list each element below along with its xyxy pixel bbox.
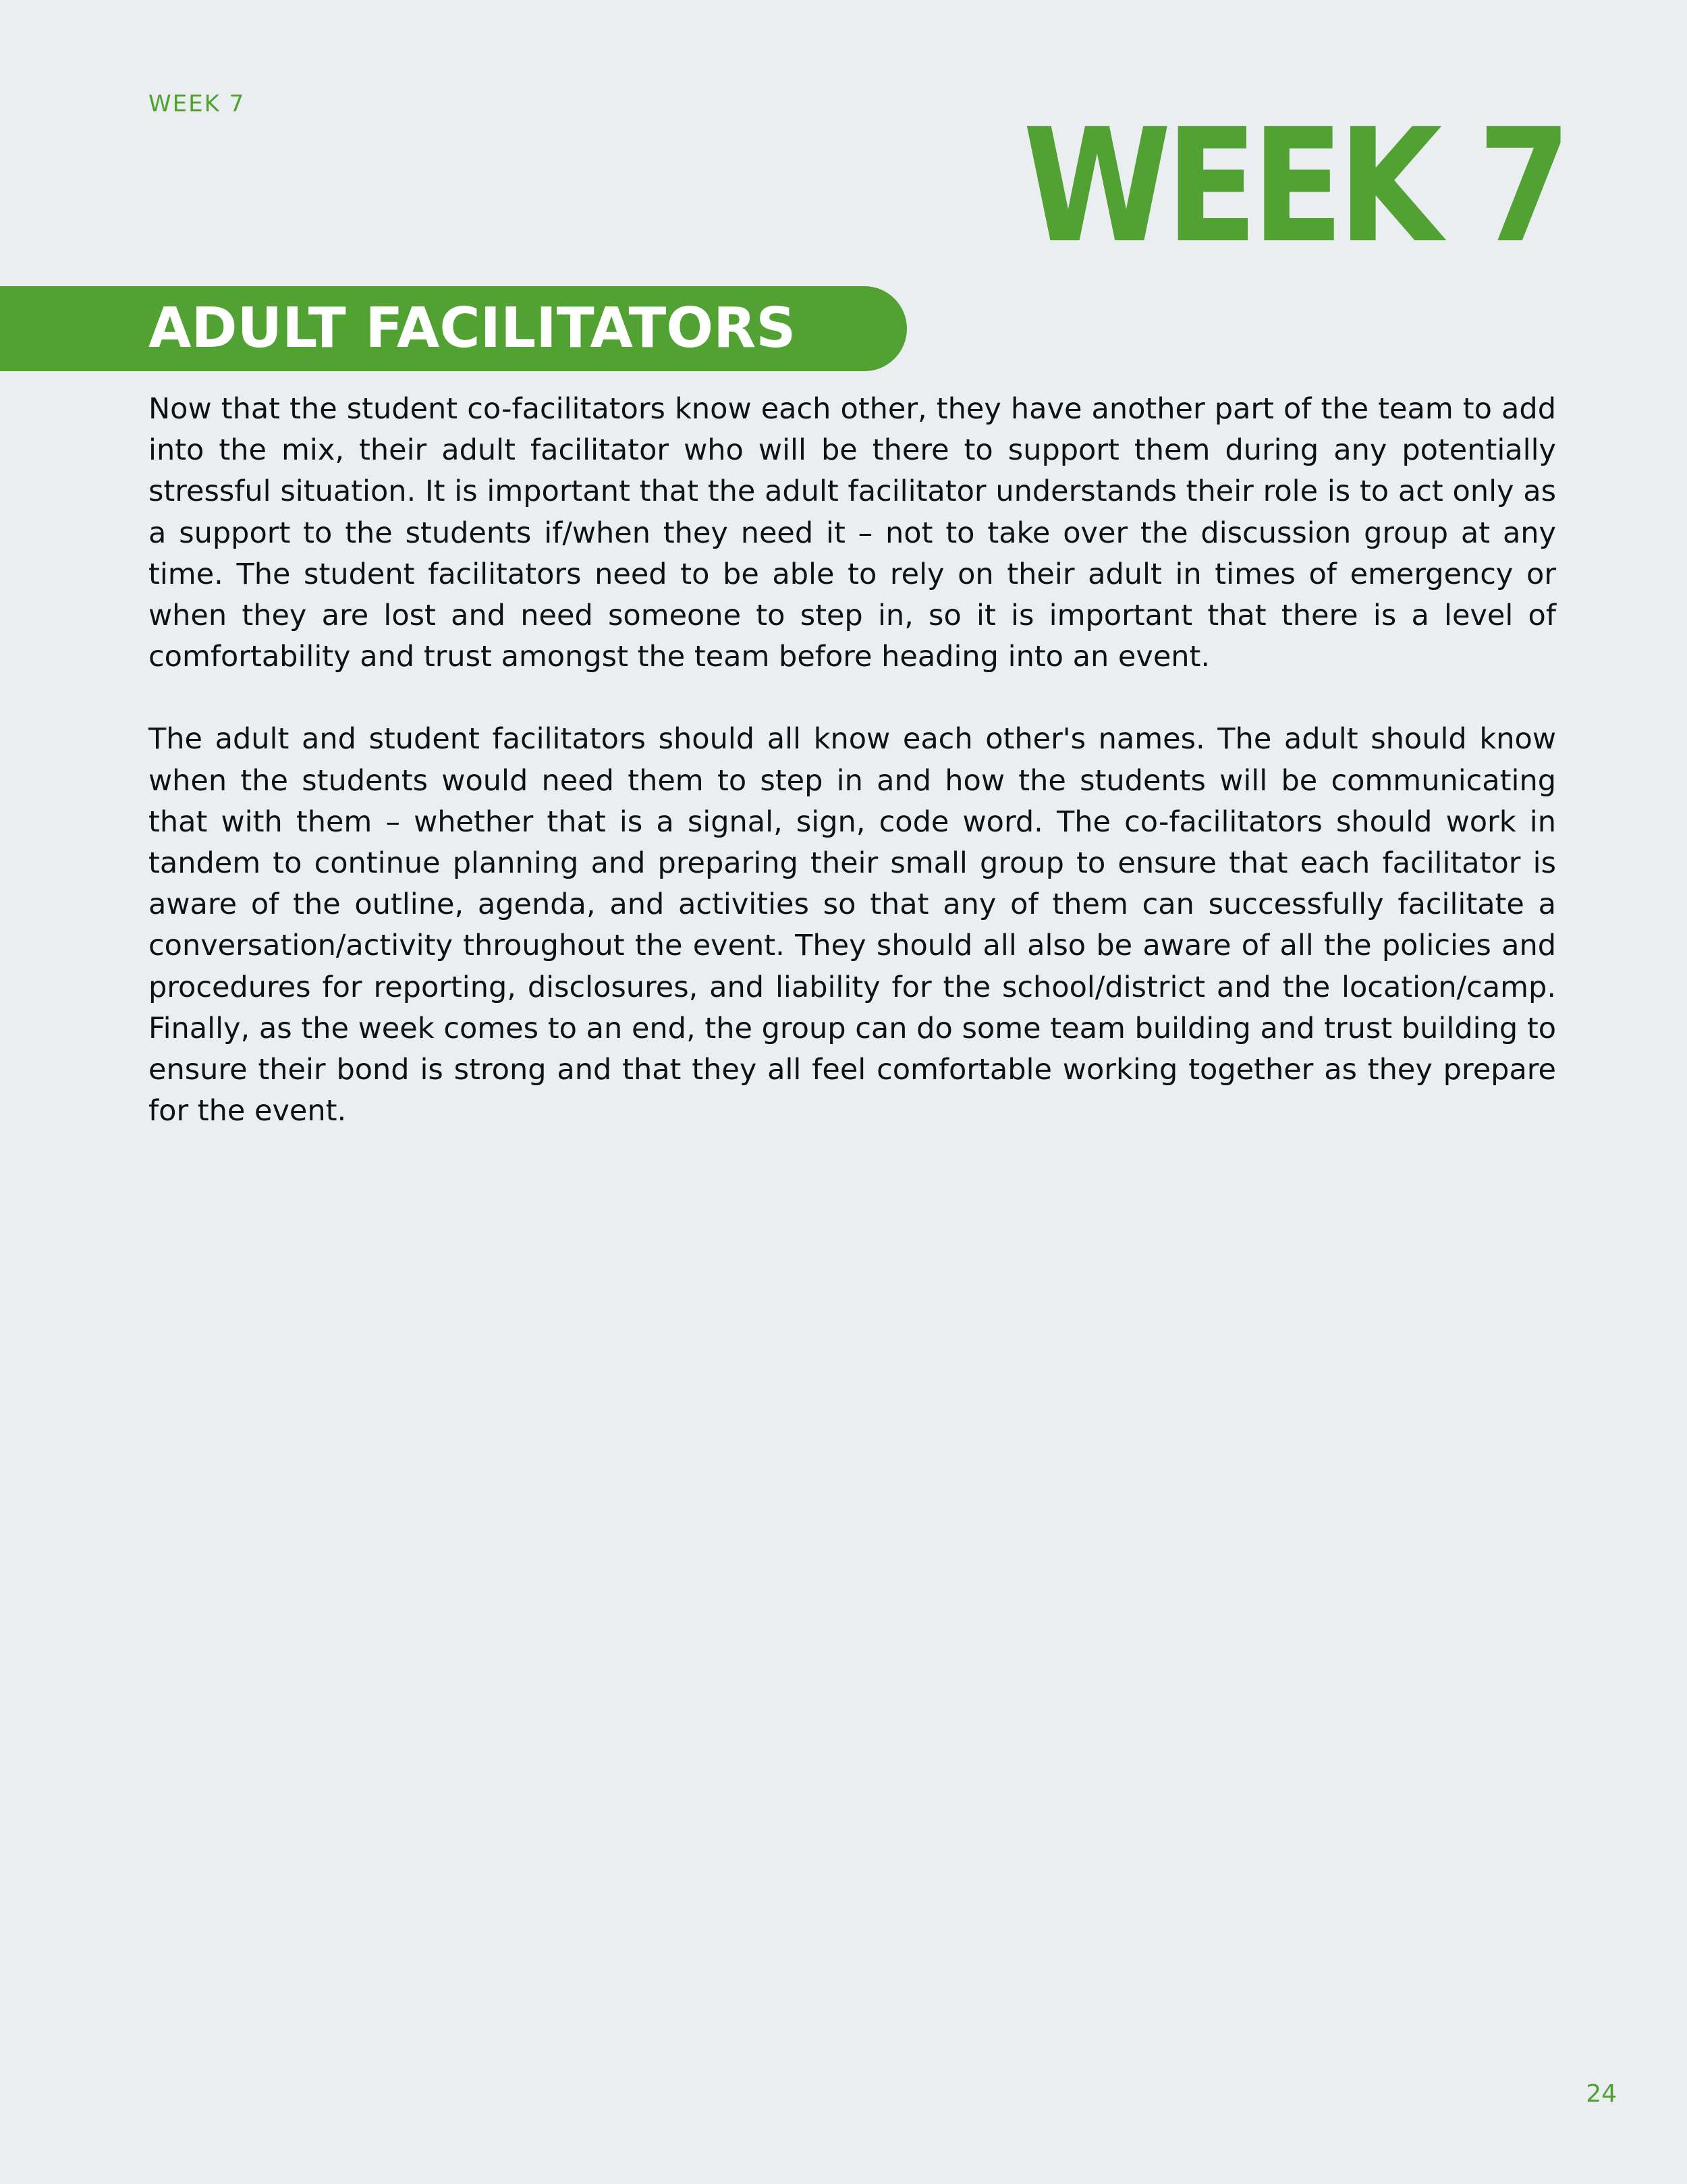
page-number: 24 bbox=[1586, 2080, 1617, 2108]
section-banner bbox=[0, 286, 907, 371]
paragraph: Now that the student co-facilitators know each other, they have another part of the team to add into the mix, their adult facilitator who will be there to support them during any potentially stressful situation. It is important that the adult facilitator understands their role is to act only as a support to the students if/when they need it – not to take over the discussion group at any time. The student facilitators need to be able to rely on their adult in times of emergency or when they are lost and need someone to step in, so it is important that there is a level of comfortability and trust amongst the team before heading into an event. bbox=[148, 392, 1556, 674]
section-heading: ADULT FACILITATORS bbox=[148, 296, 796, 360]
running-header: WEEK 7 bbox=[148, 90, 246, 117]
paragraph: The adult and student facilitators should all know each other's names. The adult should know when the students would need them to step in and how the students will be communicating that with them – whether that is a signal, sign, code word. The co-facilitators should work in tandem to continue planning and preparing their small group to ensure that each facilitator is aware of the outline, agenda, and activities so that any of them can successfully facilitate a conversation/activity throughout the event. They should all also be aware of all the policies and procedures for reporting, disclosures, and liability for the school/district and the location/camp. Finally, as the week comes to an end, the group can do some team building and trust building to ensure their bond is strong and that they all feel comfortable working together as they prepare for the event. bbox=[148, 722, 1556, 1128]
body-text bbox=[148, 389, 1556, 1173]
page-title: WEEK 7 bbox=[1023, 95, 1566, 277]
